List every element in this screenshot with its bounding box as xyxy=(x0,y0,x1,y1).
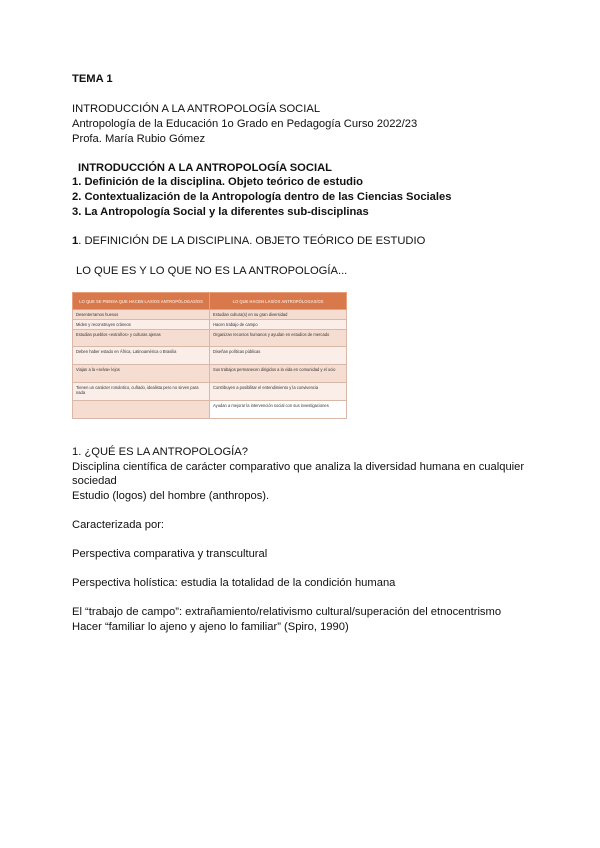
section-1-title: . DEFINICIÓN DE LA DISCIPLINA. OBJETO TEÓRICO DE ESTUDIO xyxy=(78,235,426,247)
table-cell: Ayudan a mejorar la intervención social con sus investigaciones xyxy=(210,401,347,419)
table-cell: Hacen trabajo de campo xyxy=(210,320,347,330)
section-1-subtitle: LO QUE ES Y LO QUE NO ES LA ANTROPOLOGÍA... xyxy=(76,265,348,277)
outline-heading: INTRODUCCIÓN A LA ANTROPOLOGÍA SOCIAL xyxy=(78,162,332,174)
fieldwork-text: El “trabajo de campo”: extrañamiento/relativismo cultural/superación del etnocentrismo xyxy=(72,606,502,618)
table-cell: Desenterramos huesos xyxy=(73,310,210,320)
table-cell: Miden y reconstruyen cráneos xyxy=(73,320,210,330)
characterized-label: Caracterizada por: xyxy=(72,519,165,531)
table-row xyxy=(73,320,347,330)
document-title: INTRODUCCIÓN A LA ANTROPOLOGÍA SOCIAL xyxy=(72,103,321,115)
question-heading: 1. ¿QUÉ ES LA ANTROPOLOGÍA? xyxy=(72,446,248,458)
table-cell: Diseñan políticas públicas xyxy=(210,347,347,365)
table-cell: Estudian cultura(s) en su gran diversidad xyxy=(210,310,347,320)
table-row xyxy=(73,365,347,383)
definition-text: Disciplina científica de carácter comparativo que analiza la diversidad humana en cualquier sociedad xyxy=(72,461,525,487)
table-row xyxy=(73,383,347,401)
table-header-cell: LO QUE SE PIENSA QUE HACEN LAS/OS ANTROPÓLOGAS/OS xyxy=(73,293,210,310)
table-cell: Organizan recursos humanos y ayudan en estudios de mercado xyxy=(210,330,347,347)
outline-item-2: 2. Contextualización de la Antropología dentro de las Ciencias Sociales xyxy=(72,191,452,203)
outline-item-3: 3. La Antropología Social y la diferentes sub-disciplinas xyxy=(72,206,369,218)
teacher-line: Profa. María Rubio Gómez xyxy=(72,133,206,145)
course-line: Antropología de la Educación 1o Grado en Pedagogía Curso 2022/23 xyxy=(72,118,418,130)
section-1-number: 1 xyxy=(72,235,79,247)
table-header-row xyxy=(73,293,347,310)
table-cell: Estudian pueblos «extraños» y culturas ajenas xyxy=(73,330,210,347)
table-cell: Viajan a la «selva» lejos xyxy=(73,365,210,383)
comparison-table xyxy=(72,292,347,419)
table-row xyxy=(73,347,347,365)
table-row xyxy=(73,310,347,320)
table-row xyxy=(73,330,347,347)
tema-label: TEMA 1 xyxy=(72,73,113,85)
outline-item-1: 1. Definición de la disciplina. Objeto teórico de estudio xyxy=(72,176,363,188)
table-cell: Deben haber estado en África, Latinoamérica o Brasilia xyxy=(73,347,210,365)
etymology-text: Estudio (logos) del hombre (anthropos). xyxy=(72,490,270,502)
spiro-quote: Hacer “familiar lo ajeno y ajeno lo familiar” (Spiro, 1990) xyxy=(72,621,349,633)
table-cell: Sus trabajos permanecen dirigidos a la vida en comunidad y el ocio xyxy=(210,365,347,383)
table-cell: Contribuyen a posibilitar el entendimiento y la convivencia xyxy=(210,383,347,401)
section-1-heading xyxy=(72,234,425,248)
perspective-comparative: Perspectiva comparativa y transcultural xyxy=(72,548,268,560)
table-row xyxy=(73,401,347,419)
table-header-cell: LO QUE HACEN LAS/OS ANTROPÓLOGAS/OS xyxy=(210,293,347,310)
table-cell: Tienen un carácter romántico, cuñado, idealista pero no sirven para nada xyxy=(73,383,210,401)
table-cell xyxy=(73,401,210,419)
perspective-holistic: Perspectiva holística: estudia la totalidad de la condición humana xyxy=(72,577,396,589)
